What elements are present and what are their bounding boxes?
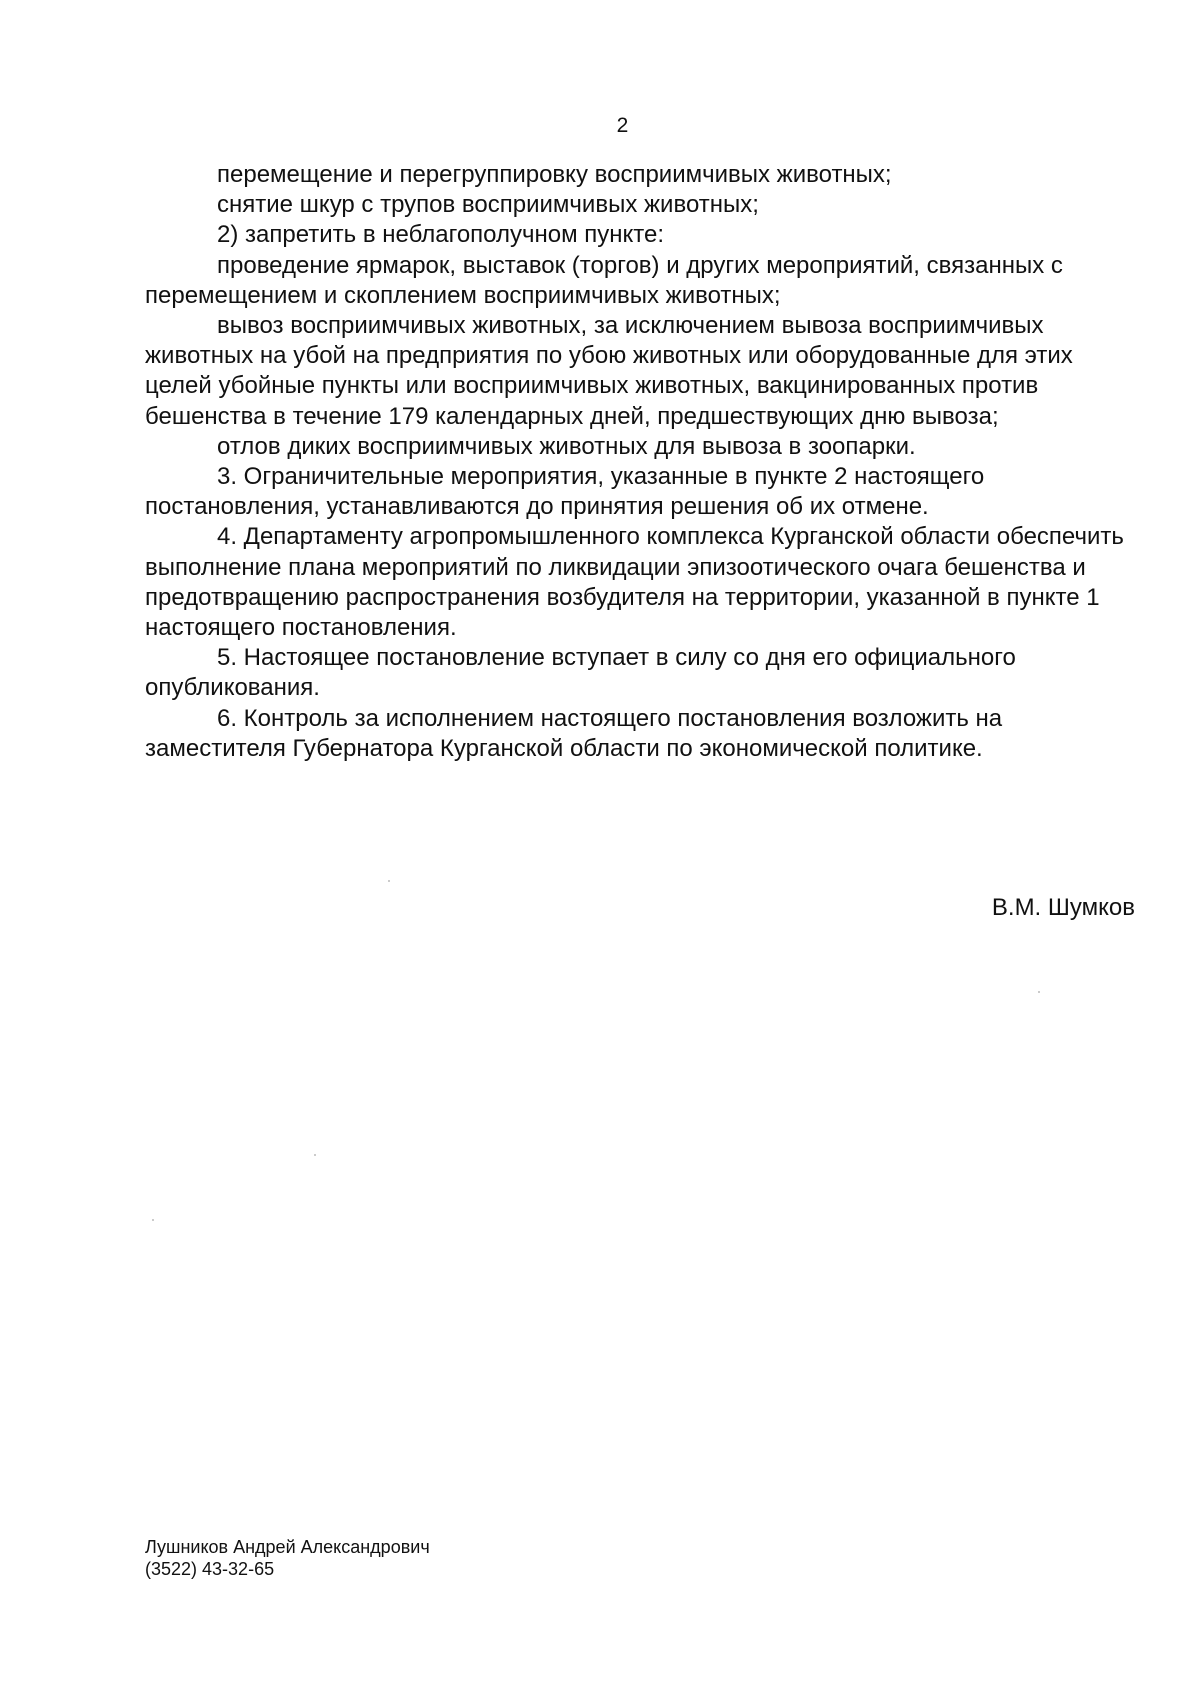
- paragraph-export: вывоз восприимчивых животных, за исключением вывоза восприимчивых животных на убой на предприятия по убою животных или оборудованные для этих целей убойные пункты или восприимчивых животных, вакцинированных против бешенства в течение 179 календарных дней, предшествующих дню вывоза;: [145, 312, 1073, 430]
- page-number: 2: [616, 114, 629, 137]
- paragraph-skinning: снятие шкур с трупов восприимчивых животных;: [217, 191, 759, 219]
- executor-info: [145, 1536, 430, 1580]
- scan-speck: [152, 1219, 154, 1221]
- paragraph-capture: отлов диких восприимчивых животных для вывоза в зоопарки.: [217, 432, 916, 460]
- scan-speck: [314, 1154, 316, 1156]
- scan-speck: [388, 880, 390, 882]
- document-body: [145, 160, 1135, 764]
- paragraph-item-6: 6. Контроль за исполнением настоящего постановления возложить на заместителя Губернатора Курганской области по экономической политике.: [145, 704, 1003, 762]
- paragraph-item-5: 5. Настоящее постановление вступает в силу со дня его официального опубликования.: [145, 644, 1016, 702]
- executor-name: Лушников Андрей Александрович: [145, 1537, 430, 1557]
- paragraph-prohibit-heading: 2) запретить в неблагополучном пункте:: [217, 221, 665, 249]
- scan-speck: [1038, 991, 1040, 993]
- paragraph-relocation: перемещение и перегруппировку восприимчивых животных;: [217, 161, 892, 188]
- executor-phone: (3522) 43-32-65: [145, 1559, 275, 1579]
- paragraph-item-4: 4. Департаменту агропромышленного комплекса Курганской области обеспечить выполнение плана мероприятий по ликвидации эпизоотического очага бешенства и предотвращению распространения возбудителя на территории, указанной в пункте 1 настоящего постановления.: [145, 523, 1124, 642]
- signature-name: В.М. Шумков: [991, 894, 1135, 921]
- paragraph-fairs: проведение ярмарок, выставок (торгов) и других мероприятий, связанных с перемещением и скоплением восприимчивых животных;: [145, 251, 1063, 309]
- paragraph-item-3: 3. Ограничительные мероприятия, указанные в пункте 2 настоящего постановления, устанавливаются до принятия решения об их отмене.: [145, 463, 985, 521]
